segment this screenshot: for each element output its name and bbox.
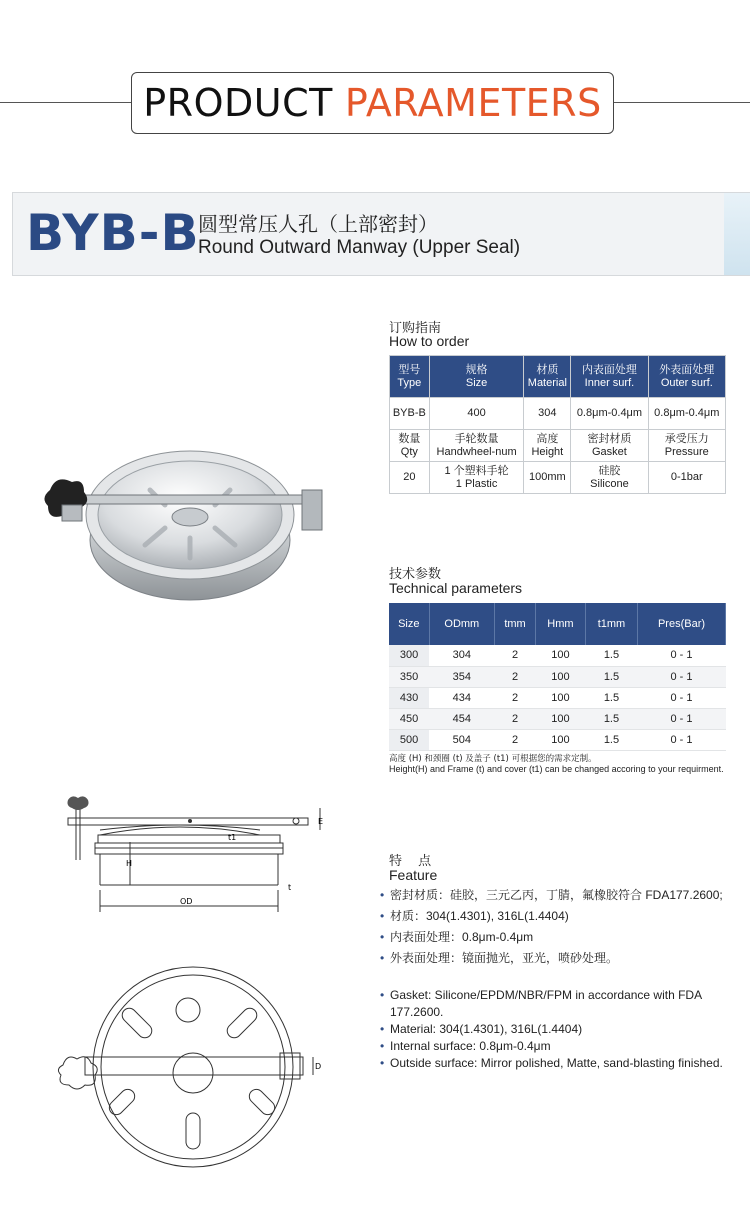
dim-t-label: t — [288, 883, 292, 892]
order-table — [389, 355, 726, 494]
tech-cell: 100 — [536, 645, 586, 666]
order-cell: 1 个塑料手轮 1 Plastic — [429, 462, 524, 494]
header-rule-right — [614, 102, 750, 103]
tech-cell: 450 — [389, 708, 429, 729]
dim-e-label: E — [318, 817, 324, 826]
list-item: • Material: 304(1.4301), 316L(1.4404) — [378, 1021, 723, 1038]
tech-cell: 2 — [495, 729, 536, 750]
order-head-gasket: 密封材质 Gasket — [571, 430, 648, 462]
product-model: BYB-B — [26, 204, 200, 262]
tech-cell: 304 — [429, 645, 495, 666]
order-head-outer: 外表面处理 Outer surf. — [648, 356, 725, 398]
order-cell: 20 — [390, 462, 430, 494]
tech-cell: 1.5 — [585, 666, 637, 687]
tech-cell: 0 - 1 — [638, 729, 726, 750]
order-cell: 硅胶 Silicone — [571, 462, 648, 494]
tech-cell: 1.5 — [585, 645, 637, 666]
feature-title-en: Feature — [389, 867, 438, 883]
tech-note-en: Height(H) and Frame (t) and cover (t1) can be changed accoring to your requirment. — [389, 764, 724, 774]
order-head-size: 规格 Size — [429, 356, 524, 398]
list-item: • 密封材质：硅胶，三元乙丙，丁腈，氟橡胶符合 FDA177.2600; — [378, 887, 723, 904]
tech-cell: 100 — [536, 708, 586, 729]
table-row — [389, 687, 726, 708]
order-cell: 0.8μm-0.4μm — [648, 398, 725, 430]
dim-h-label: H — [126, 859, 133, 868]
tech-header-cell: Size — [389, 603, 429, 645]
table-row — [389, 645, 726, 666]
tech-title-cn: 技术参数 — [389, 567, 442, 582]
tech-cell: 1.5 — [585, 708, 637, 729]
feature-list-cn — [378, 887, 723, 971]
order-title-en: How to order — [389, 333, 470, 349]
list-item: • Internal surface: 0.8μm-0.4μm — [378, 1038, 723, 1055]
tech-cell: 2 — [495, 645, 536, 666]
list-item: • 外表面处理：镜面抛光，亚光，喷砂处理。 — [378, 950, 723, 967]
tech-cell: 0 - 1 — [638, 645, 726, 666]
dim-d-label: D — [315, 1062, 322, 1071]
product-name-cn: 圆型常压人孔（上部密封） — [198, 212, 438, 236]
order-head-type: 型号 Type — [390, 356, 430, 398]
tech-header-cell: ODmm — [429, 603, 495, 645]
order-cell: 100mm — [524, 462, 571, 494]
order-head-qty: 数量 Qty — [390, 430, 430, 462]
section-header — [131, 72, 614, 134]
side-view-drawing — [40, 790, 330, 915]
dim-t1-label: t1 — [228, 833, 237, 842]
tech-cell: 100 — [536, 666, 586, 687]
order-head-material: 材质 Material — [524, 356, 571, 398]
table-row — [389, 666, 726, 687]
list-item: • 内表面处理：0.8μm-0.4μm — [378, 929, 723, 946]
list-item: • Gasket: Silicone/EPDM/NBR/FPM in accordance with FDA 177.2600. — [378, 987, 723, 1021]
order-cell: BYB-B — [390, 398, 430, 430]
order-head-inner: 内表面处理 Inner surf. — [571, 356, 648, 398]
table-row — [389, 708, 726, 729]
tech-cell: 2 — [495, 687, 536, 708]
feature-list-en — [378, 987, 723, 1072]
water-drop-decoration — [724, 193, 750, 275]
tech-cell: 0 - 1 — [638, 708, 726, 729]
product-name-en: Round Outward Manway (Upper Seal) — [198, 237, 521, 258]
list-item: • Outside surface: Mirror polished, Matte, sand-blasting finished. — [378, 1055, 723, 1072]
feature-title-cn: 特 点 — [389, 854, 438, 869]
tech-cell: 454 — [429, 708, 495, 729]
list-item: • 材质：304(1.4301), 316L(1.4404) — [378, 908, 723, 925]
order-cell: 0-1bar — [648, 462, 725, 494]
tech-header-cell: Pres(Bar) — [638, 603, 726, 645]
tech-cell: 100 — [536, 687, 586, 708]
tech-cell: 0 - 1 — [638, 687, 726, 708]
tech-cell: 500 — [389, 729, 429, 750]
tech-cell: 350 — [389, 666, 429, 687]
tech-cell: 430 — [389, 687, 429, 708]
tech-cell: 354 — [429, 666, 495, 687]
header-word-product: PRODUCT — [143, 81, 333, 125]
tech-cell: 1.5 — [585, 687, 637, 708]
manway-photo — [40, 420, 340, 610]
tech-header-cell: tmm — [495, 603, 536, 645]
order-cell: 400 — [429, 398, 524, 430]
order-cell: 0.8μm-0.4μm — [571, 398, 648, 430]
tech-cell: 300 — [389, 645, 429, 666]
tech-header-cell: Hmm — [536, 603, 586, 645]
order-head-pressure: 承受压力 Pressure — [648, 430, 725, 462]
order-head-height: 高度 Height — [524, 430, 571, 462]
dim-od-label: OD — [180, 897, 193, 906]
header-word-parameters: PARAMETERS — [344, 81, 602, 125]
tech-table — [389, 603, 726, 751]
tech-cell: 100 — [536, 729, 586, 750]
tech-cell: 1.5 — [585, 729, 637, 750]
tech-header-cell: t1mm — [585, 603, 637, 645]
tech-cell: 504 — [429, 729, 495, 750]
order-head-handwheel: 手轮数量 Handwheel-num — [429, 430, 524, 462]
table-row — [389, 729, 726, 750]
tech-title-en: Technical parameters — [389, 580, 523, 596]
tech-cell: 0 - 1 — [638, 666, 726, 687]
tech-cell: 434 — [429, 687, 495, 708]
order-cell: 304 — [524, 398, 571, 430]
header-rule-left — [0, 102, 132, 103]
tech-note-cn: 高度 (H) 和颈圈 (t) 及盖子 (t1) 可根据您的需求定制。 — [389, 754, 597, 764]
order-title-cn: 订购指南 — [389, 321, 442, 336]
tech-cell: 2 — [495, 708, 536, 729]
tech-cell: 2 — [495, 666, 536, 687]
top-view-drawing — [55, 965, 330, 1170]
